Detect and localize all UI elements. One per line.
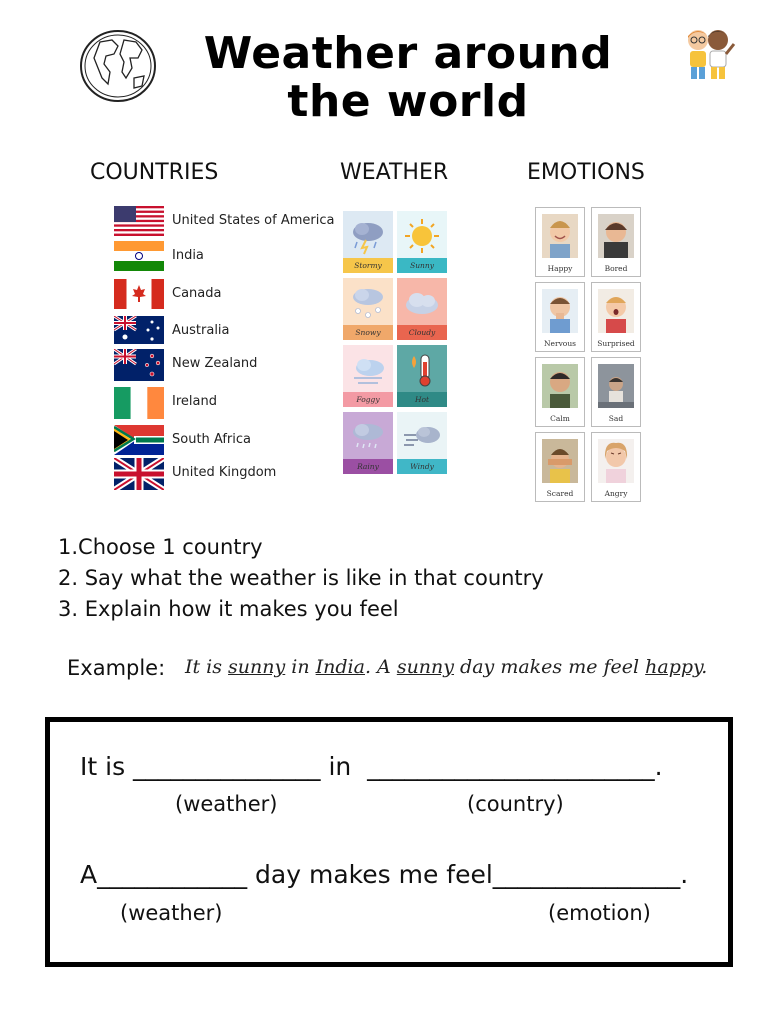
kids-icon: [682, 26, 736, 84]
emotion-label: Nervous: [543, 339, 577, 348]
emotion-label: Bored: [604, 264, 628, 273]
australia-flag-icon: [114, 316, 164, 344]
weather-label: Snowy: [343, 325, 393, 340]
country-united-kingdom: [114, 458, 344, 490]
country-label: New Zealand: [172, 356, 258, 371]
weather-label: Rainy: [343, 459, 393, 474]
country-new-zealand: [114, 349, 344, 381]
weather-card-cloudy: [397, 278, 447, 340]
globe-icon: [78, 28, 160, 104]
sentence-1-blanks[interactable]: It is _______________ in _______________________.: [80, 752, 663, 781]
weather-card-windy: [397, 412, 447, 474]
emotion-card-happy: [535, 207, 585, 277]
emotion-label: Angry: [604, 489, 628, 498]
country-canada: [114, 279, 344, 311]
emotion-card-sad: [591, 357, 641, 427]
sad-child-photo-icon: [598, 364, 634, 408]
united-kingdom-flag-icon: [114, 458, 164, 490]
emotion-label: Scared: [546, 489, 574, 498]
nervous-child-photo-icon: [542, 289, 578, 333]
bored-child-photo-icon: [598, 214, 634, 258]
weather-hint-2: (weather): [120, 901, 223, 925]
country-usa: [114, 206, 344, 238]
country-hint: (country): [467, 792, 564, 816]
answer-box: [45, 717, 733, 967]
rain-cloud-icon: [348, 417, 388, 457]
weather-label: Windy: [397, 459, 447, 474]
weather-card-sunny: [397, 211, 447, 273]
emotion-card-angry: [591, 432, 641, 502]
new-zealand-flag-icon: [114, 349, 164, 381]
emotion-card-surprised: [591, 282, 641, 352]
country-south-africa: [114, 425, 344, 457]
emotion-card-bored: [591, 207, 641, 277]
weather-label: Foggy: [343, 392, 393, 407]
emotion-label: Surprised: [597, 339, 635, 348]
usa-flag-icon: [114, 206, 164, 236]
instruction-1: 1.Choose 1 country: [58, 535, 263, 559]
emotion-label: Calm: [550, 414, 570, 423]
weather-hint: (weather): [175, 792, 278, 816]
angry-child-photo-icon: [598, 439, 634, 483]
scared-child-photo-icon: [542, 439, 578, 483]
countries-heading: COUNTRIES: [90, 160, 219, 185]
weather-card-hot: [397, 345, 447, 407]
weather-card-snowy: [343, 278, 393, 340]
country-label: Canada: [172, 286, 222, 301]
example-label: Example:: [67, 656, 166, 680]
country-india: [114, 241, 344, 273]
calm-child-photo-icon: [542, 364, 578, 408]
page-title: Weather around the world: [203, 28, 613, 127]
weather-card-stormy: [343, 211, 393, 273]
example-sentence: It is sunny in India. A sunny day makes me feel happy.: [185, 656, 708, 678]
india-flag-icon: [114, 241, 164, 271]
emotion-label: Happy: [547, 264, 573, 273]
emotion-hint: (emotion): [548, 901, 651, 925]
wind-icon: [402, 417, 442, 457]
weather-heading: WEATHER: [340, 160, 449, 185]
country-label: United Kingdom: [172, 465, 277, 480]
weather-label: Stormy: [343, 258, 393, 273]
fog-icon: [348, 350, 388, 390]
weather-label: Sunny: [397, 258, 447, 273]
country-label: India: [172, 248, 204, 263]
country-label: Australia: [172, 323, 230, 338]
sun-icon: [402, 216, 442, 256]
cloud-icon: [402, 283, 442, 323]
sentence-2-blanks[interactable]: A____________ day makes me feel_______________.: [80, 860, 689, 889]
canada-flag-icon: [114, 279, 164, 309]
happy-child-photo-icon: [542, 214, 578, 258]
emotion-card-nervous: [535, 282, 585, 352]
weather-card-foggy: [343, 345, 393, 407]
emotion-card-calm: [535, 357, 585, 427]
storm-cloud-icon: [348, 216, 388, 256]
thermometer-icon: [402, 350, 442, 390]
instruction-2: 2. Say what the weather is like in that country: [58, 566, 544, 590]
weather-card-rainy: [343, 412, 393, 474]
country-label: United States of America: [172, 213, 335, 228]
emotion-label: Sad: [608, 414, 624, 423]
snow-cloud-icon: [348, 283, 388, 323]
surprised-child-photo-icon: [598, 289, 634, 333]
weather-label: Hot: [397, 392, 447, 407]
instruction-3: 3. Explain how it makes you feel: [58, 597, 399, 621]
south-africa-flag-icon: [114, 425, 164, 455]
country-label: South Africa: [172, 432, 251, 447]
weather-label: Cloudy: [397, 325, 447, 340]
country-ireland: [114, 387, 344, 419]
country-label: Ireland: [172, 394, 217, 409]
ireland-flag-icon: [114, 387, 164, 419]
emotion-card-scared: [535, 432, 585, 502]
country-australia: [114, 316, 344, 348]
emotions-heading: EMOTIONS: [527, 160, 645, 185]
